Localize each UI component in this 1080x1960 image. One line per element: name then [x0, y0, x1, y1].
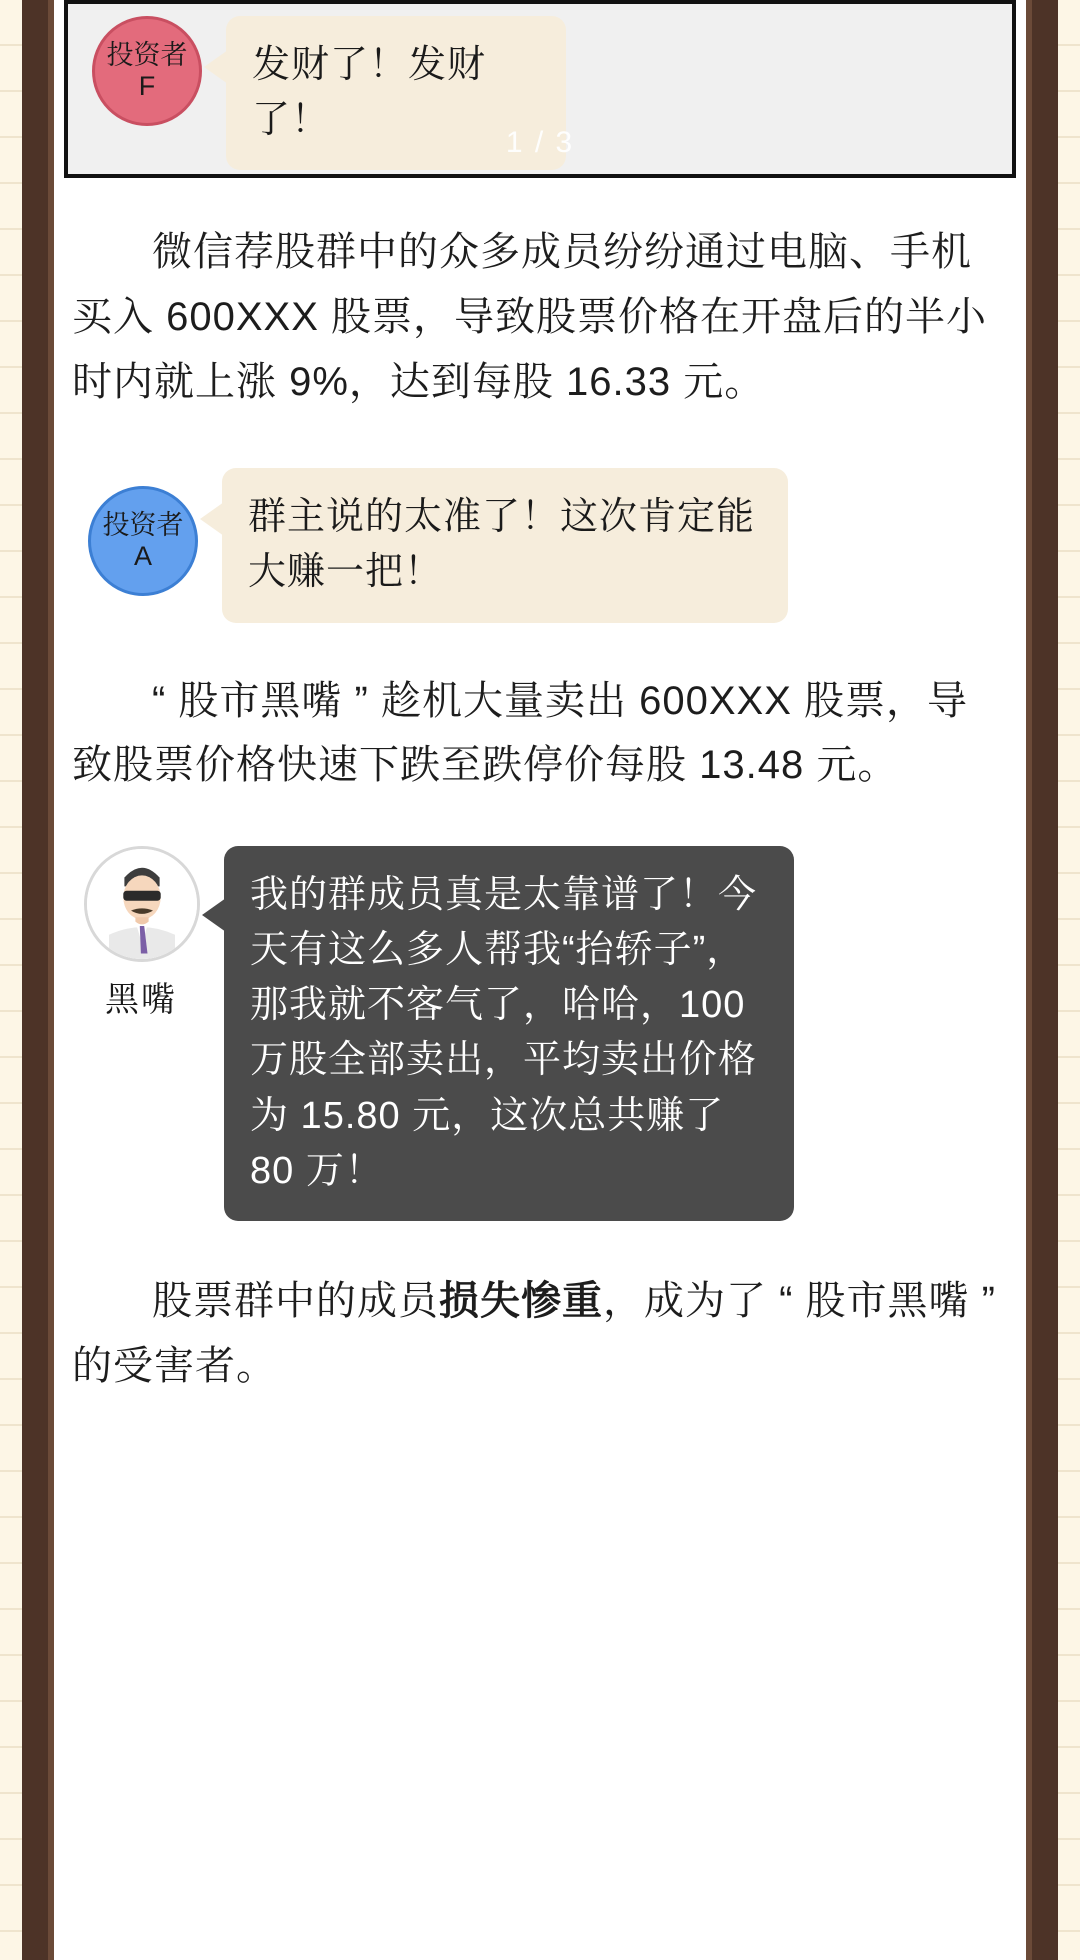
bubble-heizui-text: 我的群成员真是太靠谱了！今天有这么多人帮我“抬轿子”，那我就不客气了，哈哈，100 万股全部卖出，平均卖出价格为 15.80 元，这次总共赚了 80 万！: [250, 874, 758, 1192]
paragraph-3-wrap: [64, 1269, 1016, 1399]
frame-right-inner-border: [1026, 0, 1032, 1960]
bubble-tail-icon: [202, 898, 226, 932]
avatar-investor-a: [88, 486, 198, 596]
avatar-heizui-label: 黑嘴: [105, 981, 177, 1020]
avatar-investor-a-letter: A: [133, 541, 152, 572]
paragraph-1: 微信荐股群中的众多成员纷纷通过电脑、手机买入 600XXX 股票，导致股票价格在开盘后的半小时内就上涨 9%，达到每股 16.33 元。: [72, 230, 988, 404]
message-row-a: [64, 468, 1016, 622]
content-sheet: [54, 0, 1026, 1960]
paragraph-3-part1: 股票群中的成员: [152, 1278, 439, 1323]
paragraph-1-wrap: [64, 220, 1016, 414]
bubble-tail-icon: [200, 502, 224, 536]
avatar-heizui-wrap: [84, 846, 198, 1021]
paragraph-2-wrap: [64, 669, 1016, 799]
avatar-investor-f-label: 投资者: [106, 39, 188, 70]
paragraph-3-part2: ，成为了 “ 股市黑嘴 ” 的受害者。: [72, 1278, 996, 1388]
paragraph-3: [72, 1269, 1008, 1399]
page-indicator: 1 / 3: [505, 126, 575, 159]
paragraph-2: “ 股市黑嘴 ” 趁机大量卖出 600XXX 股票，导致股票价格快速下跌至跌停价每股 13.48 元。: [72, 678, 968, 788]
bubble-investor-a-text: 群主说的太准了！这次肯定能大赚一把！: [248, 496, 756, 594]
avatar-investor-a-label: 投资者: [102, 510, 184, 541]
bubble-investor-f-text: 发财了！发财了！: [252, 44, 487, 142]
bubble-tail-icon: [204, 50, 228, 84]
paragraph-3-emphasis: 损失惨重: [439, 1278, 603, 1323]
bubble-heizui: [224, 846, 794, 1221]
message-row-heizui: [64, 846, 1016, 1221]
top-message-card: [64, 0, 1016, 178]
frame-right-border: [1032, 0, 1058, 1960]
avatar-investor-f-letter: F: [138, 71, 156, 101]
avatar-heizui: [84, 846, 200, 962]
bubble-investor-a: [222, 468, 788, 622]
person-illustration-icon: [87, 849, 197, 959]
avatar-investor-f: [92, 16, 202, 126]
frame-left-border: [22, 0, 48, 1960]
